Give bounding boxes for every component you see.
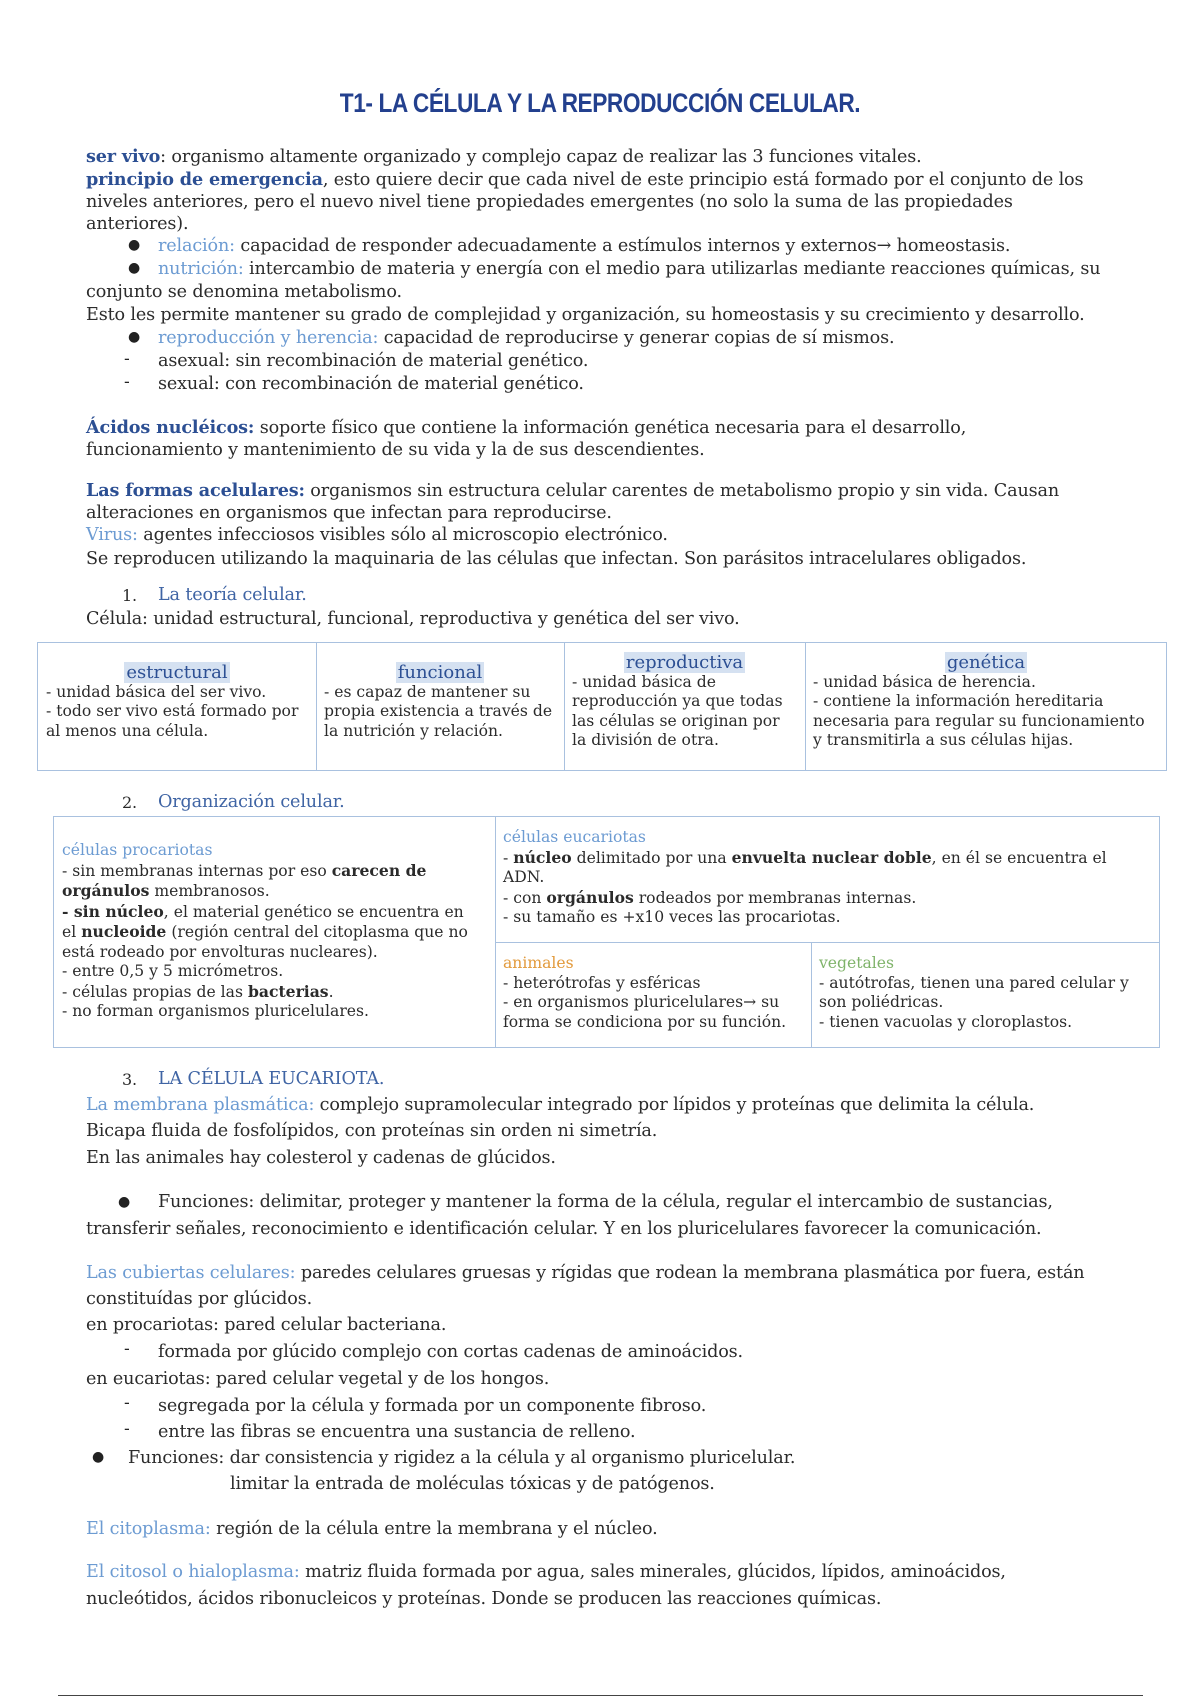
- organizacion-table: [53, 816, 1160, 1048]
- cubiertas-line-2: constituídas por glúcidos.: [86, 1289, 313, 1309]
- relacion-line: relación: capacidad de responder adecuadamente a estímulos internos y externos→ homeostasis.: [158, 236, 1011, 256]
- emergencia-line-2: niveles anteriores, pero el nuevo nivel tiene propiedades emergentes (no solo la suma de las propiedades: [86, 192, 1013, 212]
- bullet-icon: ●: [128, 260, 141, 276]
- acelulares-line-1: Las formas acelulares: organismos sin estructura celular carentes de metabolismo propio y sin vida. Causan: [86, 480, 1060, 501]
- funciones-2-line-1: Funciones: dar consistencia y rigidez a la célula y al organismo pluricelular.: [128, 1448, 796, 1468]
- eucariotas-dash-line-2: entre las fibras se encuentra una sustancia de relleno.: [158, 1422, 636, 1442]
- column-head: reproductiva: [625, 652, 744, 673]
- section-2-heading: Organización celular.: [158, 792, 345, 812]
- funciones-line-2: transferir señales, reconocimiento e identificación celular. Y en los pluricelulares favorecer la comunicación.: [86, 1219, 1042, 1239]
- funciones-line-1: Funciones: delimitar, proteger y mantener la forma de la célula, regular el intercambio de sustancias,: [158, 1192, 1053, 1212]
- procariotas-cell: células procariotas - sin membranas internas por eso carecen de orgánulos membranosos. - sin núcleo, el material genético se encuentra en el nucleoide (región central del citoplasma que no está rodeado por envolturas nucleares). - entre 0,5 y 5 micrómetros. - células propias de las bacterias. - no forman organismos pluricelulares.: [54, 841, 495, 1022]
- cell-line: - es capaz de mantener su: [324, 682, 531, 701]
- celula-definition: Célula: unidad estructural, funcional, reproductiva y genética del ser vivo.: [86, 609, 740, 629]
- table-column-estructural: [38, 663, 316, 741]
- cubiertas-line: Las cubiertas celulares: paredes celulares gruesas y rígidas que rodean la membrana plasmática por fuera, están: [86, 1263, 1085, 1283]
- acidos-line-1: Ácidos nucléicos: soporte físico que contiene la información genética necesaria para el desarrollo,: [86, 417, 967, 438]
- citoplasma-line: El citoplasma: región de la célula entre la membrana y el núcleo.: [86, 1519, 658, 1539]
- cubiertas-term: Las cubiertas celulares:: [86, 1263, 296, 1283]
- column-head: funcional: [397, 662, 483, 683]
- emergencia-line-3: anteriores).: [86, 214, 189, 234]
- section-3-heading: LA CÉLULA EUCARIOTA.: [158, 1069, 385, 1089]
- table-divider: [495, 942, 1159, 943]
- cell-line: - unidad básica de: [572, 672, 716, 691]
- acelulares-line-4: Se reproducen utilizando la maquinaria de las células que infectan. Son parásitos intracelulares obligados.: [86, 549, 1027, 569]
- permite-line: Esto les permite mantener su grado de complejidad y organización, su homeostasis y su crecimiento y desarrollo.: [86, 305, 1085, 325]
- citosol-line-2: nucleótidos, ácidos ribonucleicos y proteínas. Donde se producen las reacciones químicas.: [86, 1589, 882, 1609]
- citosol-term: El citosol o hialoplasma:: [86, 1562, 300, 1582]
- dash-marker: -: [124, 1393, 130, 1413]
- cell-line: la nutrición y relación.: [324, 721, 503, 740]
- dash-marker: -: [124, 349, 130, 369]
- section-3-number: 3.: [122, 1070, 137, 1089]
- section-2-number: 2.: [122, 793, 137, 812]
- membrana-term: La membrana plasmática:: [86, 1095, 315, 1115]
- table-column-funcional: [316, 663, 564, 741]
- asexual-line: asexual: sin recombinación de material genético.: [158, 351, 589, 371]
- bullet-icon: ●: [118, 1194, 131, 1210]
- citosol-line: El citosol o hialoplasma: matriz fluida formada por agua, sales minerales, glúcidos, lípidos, aminoácidos,: [86, 1562, 1006, 1582]
- eucariotas-caption: células eucariotas: [503, 828, 646, 846]
- cell-line: reproducción ya que todas: [572, 692, 783, 710]
- table-column-genetica: [805, 653, 1167, 751]
- bullet-icon: ●: [128, 329, 141, 345]
- procariotas-pared-line: en procariotas: pared celular bacteriana.: [86, 1315, 447, 1335]
- funciones-2-line-2: limitar la entrada de moléculas tóxicas y de patógenos.: [230, 1474, 715, 1494]
- section-1-heading: La teoría celular.: [158, 585, 307, 605]
- bullet-icon: ●: [128, 237, 141, 253]
- virus-line: Virus: agentes infecciosos visibles sólo al microscopio electrónico.: [86, 525, 668, 545]
- cell-line: - unidad básica del ser vivo.: [46, 682, 267, 701]
- acidos-line-2: funcionamiento y mantenimiento de su vida y la de sus descendientes.: [86, 440, 705, 460]
- emergencia-line-1: principio de emergencia, esto quiere decir que cada nivel de este principio está formado por el conjunto de los: [86, 169, 1084, 190]
- acelulares-term: Las formas acelulares:: [86, 480, 305, 501]
- reproduccion-term: reproducción y herencia:: [158, 328, 379, 348]
- cell-line: la división de otra.: [572, 731, 719, 749]
- animales-cell: animales - heterótrofas y esféricas - en organismos pluricelulares→ su forma se condiciona por su función.: [495, 954, 811, 1032]
- bicapa-line: Bicapa fluida de fosfolípidos, con proteínas sin orden ni simetría.: [86, 1121, 658, 1141]
- nutricion-line-2: conjunto se denomina metabolismo.: [86, 282, 402, 302]
- cell-line: y transmitirla a sus células hijas.: [813, 731, 1074, 749]
- page-title: T1- LA CÉLULA Y LA REPRODUCCIÓN CELULAR.: [339, 88, 861, 118]
- eucariotas-dash-line-1: segregada por la célula y formada por un componente fibroso.: [158, 1396, 707, 1416]
- cell-line: - unidad básica de herencia.: [813, 672, 1036, 691]
- acelulares-line-2: alteraciones en organismos que infectan para reproducirse.: [86, 503, 612, 523]
- membrana-line: La membrana plasmática: complejo supramolecular integrado por lípidos y proteínas que delimita la célula.: [86, 1095, 1035, 1115]
- dash-marker: -: [124, 372, 130, 392]
- column-head: genética: [946, 652, 1026, 673]
- dash-marker: -: [124, 1339, 130, 1359]
- procariotas-caption: células procariotas: [62, 841, 213, 859]
- bullet-icon: ●: [92, 1449, 105, 1465]
- sexual-line: sexual: con recombinación de material genético.: [158, 374, 584, 394]
- nutricion-line: nutrición: intercambio de materia y energía con el medio para utilizarlas mediante reacciones químicas, su: [158, 259, 1101, 279]
- cell-line: propia existencia a través de: [324, 702, 553, 720]
- cell-line: necesaria para regular su funcionamiento: [813, 711, 1145, 730]
- eucariotas-cell: células eucariotas - núcleo delimitado por una envuelta nuclear doble, en él se encuentra el ADN. - con orgánulos rodeados por membranas internas. - su tamaño es +x10 veces las procariotas.: [495, 828, 1159, 928]
- dash-marker: -: [124, 1419, 130, 1439]
- vegetales-cell: vegetales - autótrofas, tienen una pared celular y son poliédricas. - tienen vacuolas y cloroplastos.: [811, 954, 1159, 1032]
- acidos-term: Ácidos nucléicos:: [86, 417, 255, 438]
- table-column-reproductiva: [564, 653, 805, 751]
- relacion-term: relación:: [158, 236, 235, 256]
- procariotas-dash-line: formada por glúcido complejo con cortas cadenas de aminoácidos.: [158, 1342, 743, 1362]
- animales-caption: animales: [503, 954, 574, 972]
- cell-line: - todo ser vivo está formado por: [46, 702, 299, 720]
- teoria-celular-table: [37, 642, 1167, 771]
- section-1-number: 1.: [122, 586, 137, 605]
- virus-term: Virus:: [86, 525, 138, 545]
- footer-rule: [58, 1695, 1143, 1696]
- vegetales-caption: vegetales: [819, 954, 895, 972]
- colesterol-line: En las animales hay colesterol y cadenas de glúcidos.: [86, 1148, 556, 1168]
- eucariotas-pared-line: en eucariotas: pared celular vegetal y de los hongos.: [86, 1369, 550, 1389]
- cell-line: - contiene la información hereditaria: [813, 692, 1104, 710]
- cell-line: las células se originan por: [572, 711, 780, 730]
- column-head: estructural: [126, 662, 228, 683]
- citoplasma-term: El citoplasma:: [86, 1519, 211, 1539]
- ser-vivo-line: ser vivo: organismo altamente organizado y complejo capaz de realizar las 3 funciones vitales.: [86, 146, 922, 167]
- ser-vivo-term: ser vivo: [86, 146, 161, 167]
- nutricion-term: nutrición:: [158, 259, 244, 279]
- reproduccion-line: reproducción y herencia: capacidad de reproducirse y generar copias de sí mismos.: [158, 328, 895, 348]
- cell-line: al menos una célula.: [46, 721, 209, 740]
- emergencia-term: principio de emergencia: [86, 169, 323, 190]
